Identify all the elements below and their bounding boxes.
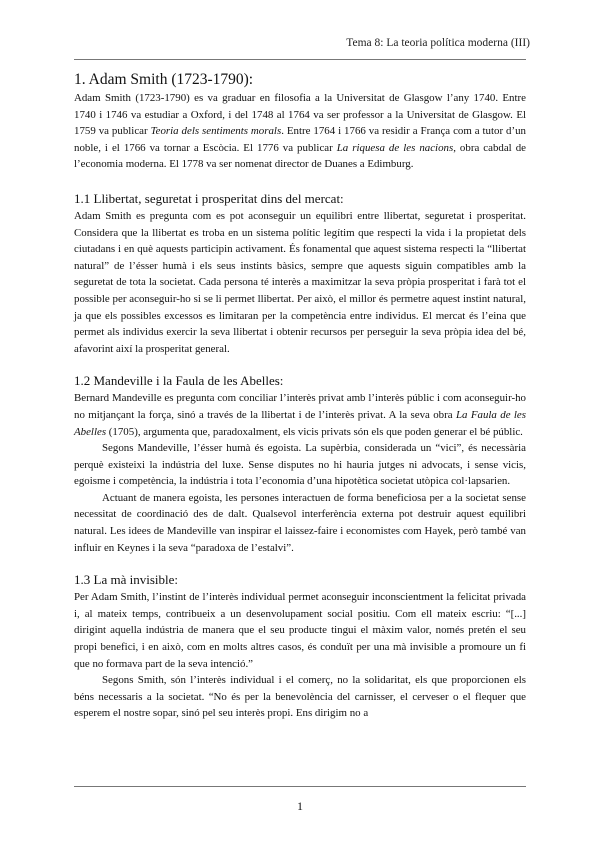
paragraph-self-interest: Segons Smith, són l’interès individual i el comerç, no la solidaritat, els que proporcionen els béns necessaris a la societat. “No és per la benevolència del carnisser, el cerveser o el flequer que esperem el nostre sopar, sinó pel seu interès propi. Ens dirigim no a [74,674,526,720]
subsection-heading-llibertat: 1.1 Llibertat, seguretat i prosperitat dins del mercat: [74,190,344,206]
text-run: Adam Smith (1723-1790) es va graduar en filosofia a la Universitat de Glasgow l’any 1740. Entre 1740 i 1746 va estudiar a Oxford, i del 1748 al 1764 va ser professor a la Universitat de Glasgow. El 1759 va publicar [74,92,526,138]
subsection-heading-mandeville: 1.2 Mandeville i la Faula de les Abelles: [74,373,284,389]
text-run: Bernard Mandeville es pregunta com conciliar l’interès privat amb l’interès públic i com aconseguir-ho no mitjançant la força, sinó a través de la llibertat i de l’interès privat. A la seva obra [74,392,526,421]
paragraph-llibertat: Adam Smith es pregunta com es pot aconseguir un equilibri entre llibertat, seguretat i prosperitat. Considera que la llibertat es troba en un sistema polític legítim que respecti la vida i la propietat dels ciutadans i en què aquests participin activament. És fonamental que aquest sistema respecti la “llibertat natural” de l’ésser humà i els seus instints bàsics, sempre que aquests siguin compatibles amb la seguretat de tota la societat. Cada persona té interès a maximitzar la seva pròpia prosperitat i farà tot el possible per aconseguir-ho si se li permet llibertat. Per això, el millor és permetre aquest instint natural, ja que els possibles excessos es limitaran per la competència entre individus. El mercat és l’eina que permet als individus exercir la seva llibertat i obtenir recursos per perseguir la seva pròpia idea del bé, afavorint així la prosperitat general. [74,209,526,355]
text-run: (1705), argumenta que, paradoxalment, els vicis privats són els que poden generar el bé públic. [106,425,523,438]
book-title-fable-of-bees: La Faula de les Abelles [74,408,526,438]
section-heading-adam-smith: 1. Adam Smith (1723-1790): [74,71,254,88]
header-rule [74,59,526,60]
paragraph-mandeville-influence: Actuant de manera egoista, les persones interactuen de forma beneficiosa per a la societat sense necessitat de coordinació des de dalt. Qualsevol interferència externa pot destruir aquest equilibri natural. Les idees de Mandeville van inspirar el laissez-faire i economistes com Hayek, però també van influir en Keynes i la seva “paradoxa de l’estalvi”. [74,491,526,554]
page-number: 1 [297,799,303,813]
paragraph-mandeville-intro [74,390,526,440]
paragraph-biography [74,90,526,173]
footer-rule [74,786,526,787]
running-header: Tema 8: La teoria política moderna (III) [346,37,530,49]
subsection-heading-invisible-hand: 1.3 La mà invisible: [74,572,178,588]
paragraph-invisible-hand: Per Adam Smith, l’instint de l’interès individual permet aconseguir inconscientment la felicitat privada i, al mateix temps, contribueix a un desenvolupament social positiu. Com ell mateix escriu: “[...] dirigint aquella indústria de manera que el seu producte tingui el màxim valor, només pretén el seu propi benefici, i en això, com en molts altres casos, és conduït per una mà invisible a promoure un fi que no formava part de la seva intenció.” [74,591,526,670]
paragraph-mandeville-egoism: Segons Mandeville, l’ésser humà és egoista. La supèrbia, considerada un “vici”, és necessària perquè existeixi la indústria del luxe. Sense disputes no hi hauria jutges ni advocats, i sense vicis, egoisme i competència, la indústria i tota l’economia d’una hipotètica societat utòpica col·lapsarien. [74,442,526,488]
text-run: . Entre 1764 i 1766 va residir a França com a tutor d’un noble, i el 1766 va tornar a Escòcia. El 1776 va publicar [74,125,527,154]
page-body [74,67,526,722]
book-title-wealth-of-nations: La riquesa de les nacions [336,141,454,154]
book-title-theory-moral-sentiments: Teoria dels sentiments morals [150,125,282,138]
text-run: , obra cabdal de l’economia moderna. El 1778 va ser nomenat director de Duanes a Edimburg. [74,141,526,171]
